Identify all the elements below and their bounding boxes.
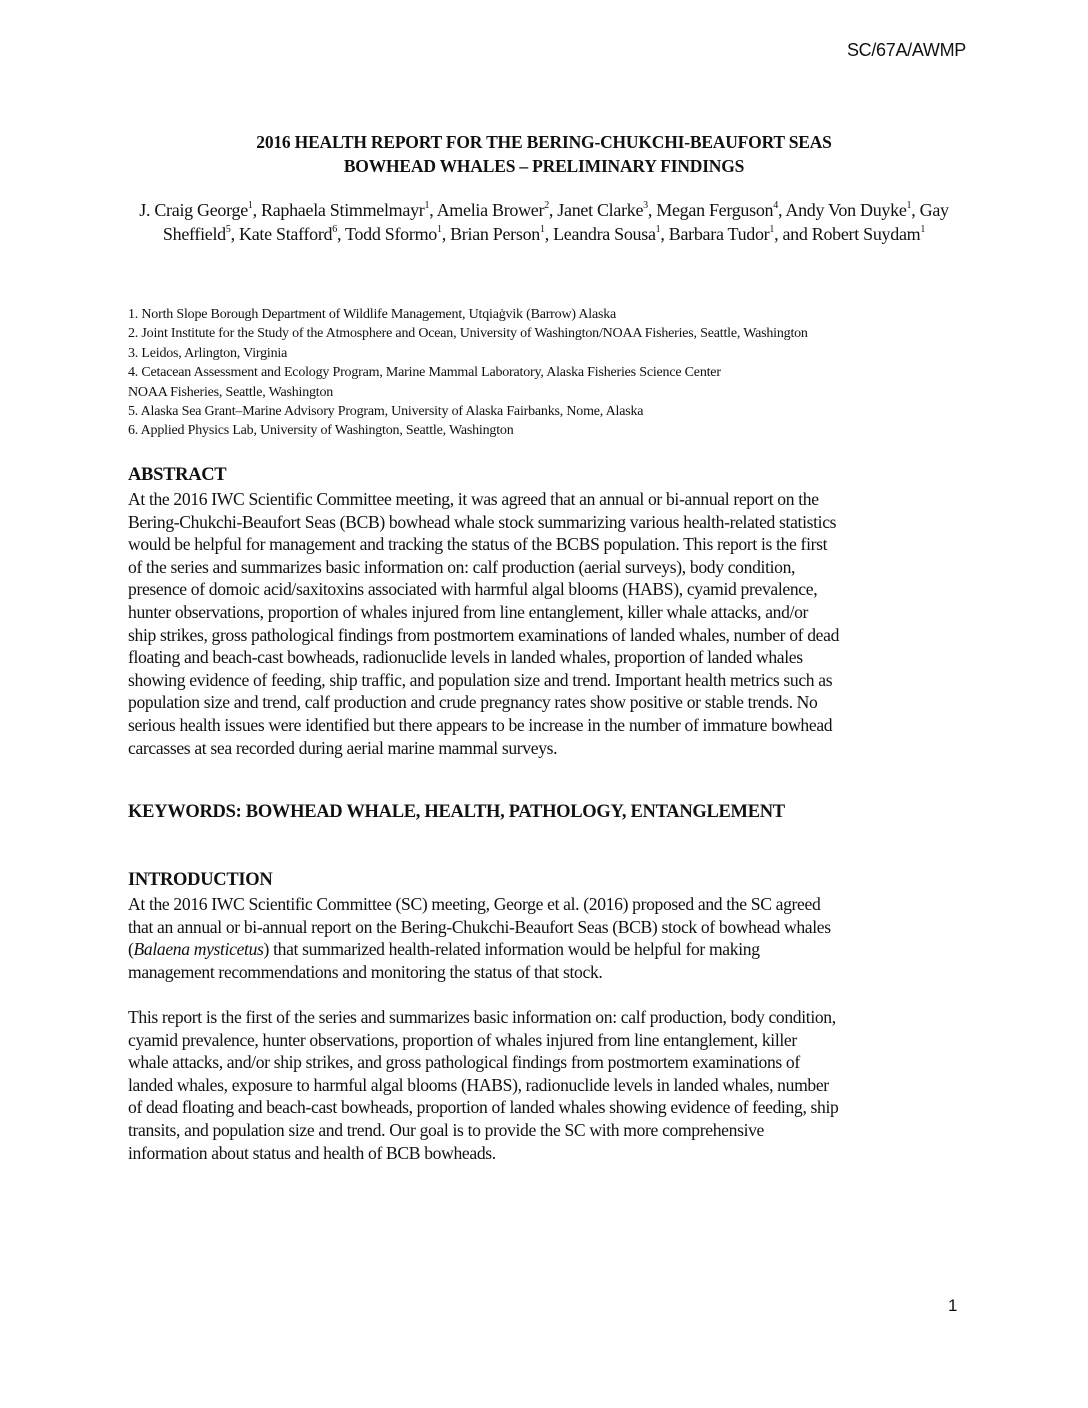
text-line: population size and trend, calf production and crude pregnancy rates show positive or stable trends. No xyxy=(128,692,818,713)
text-line: cyamid prevalence, hunter observations, proportion of whales injured from line entanglement, killer xyxy=(128,1029,797,1050)
author-affiliation-mark: 1 xyxy=(906,200,912,211)
text-line xyxy=(128,938,962,961)
author-line xyxy=(128,198,960,246)
author-name: Raphaela Stimmelmayr xyxy=(261,200,425,220)
abstract-heading: ABSTRACT xyxy=(128,465,227,485)
separator: , xyxy=(548,200,558,220)
author-name: Leandra Sousa xyxy=(553,224,656,244)
text-line: At the 2016 IWC Scientific Committee meeting, it was agreed that an annual or bi-annual report on the xyxy=(128,489,819,509)
separator: , xyxy=(777,200,786,220)
author-affiliation-mark: 3 xyxy=(643,200,648,211)
paper-title xyxy=(0,130,1088,178)
paren: ( xyxy=(128,939,134,960)
text-line: At the 2016 IWC Scientific Committee (SC) meeting, George et al. (2016) proposed and the SC agreed xyxy=(128,894,821,914)
author-affiliation-mark: 2 xyxy=(544,200,549,211)
affiliation-item: 1. North Slope Borough Department of Wildlife Management, Utqiaġvik (Barrow) Alaska xyxy=(128,307,617,322)
text-line: carcasses at sea recorded during aerial marine mammal surveys. xyxy=(128,737,558,758)
author-affiliation-mark: 1 xyxy=(424,200,430,211)
author-list xyxy=(128,198,960,246)
separator: , xyxy=(911,200,920,220)
abstract-body xyxy=(128,488,962,759)
text-line: of the series and summarizes basic information on: calf production (aerial surveys), body condition, xyxy=(128,556,796,577)
author-affiliation-mark: 1 xyxy=(247,200,253,211)
introduction-paragraph-2 xyxy=(128,1006,962,1164)
author-affiliation-mark: 1 xyxy=(920,224,926,235)
text-fragment: ) that summarized health-related information would be helpful for making xyxy=(263,939,760,960)
author-name: Barbara Tudor xyxy=(668,224,770,244)
author-affiliation-mark: 6 xyxy=(332,224,337,235)
author-name: Kate Stafford xyxy=(239,224,333,244)
author-name: Brian Person xyxy=(450,224,540,244)
text-line: floating and beach-cast bowheads, radionuclide levels in landed whales, proportion of landed whales xyxy=(128,647,803,668)
introduction-paragraph-1 xyxy=(128,893,962,983)
separator: , xyxy=(336,224,346,244)
separator: , xyxy=(774,224,779,244)
text-line: This report is the first of the series and summarizes basic information on: calf production, body condition, xyxy=(128,1007,836,1027)
author-name: J. Craig George xyxy=(139,200,248,220)
separator: , xyxy=(230,224,239,244)
text-line: hunter observations, proportion of whales injured from line entanglement, killer whale attacks, and/or xyxy=(128,601,809,622)
text-line: showing evidence of feeding, ship traffic, and population size and trend. Important health metrics such as xyxy=(128,669,833,690)
affiliation-item: NOAA Fisheries, Seattle, Washington xyxy=(128,384,334,400)
affiliation-item: 6. Applied Physics Lab, University of Washington, Seattle, Washington xyxy=(128,423,514,439)
author-affiliation-mark: 4 xyxy=(773,200,778,211)
affiliation-item: 5. Alaska Sea Grant–Marine Advisory Program, University of Alaska Fairbanks, Nome, Alaska xyxy=(128,404,644,420)
author-name: Megan Ferguson xyxy=(656,200,774,220)
page-number: 1 xyxy=(948,1296,958,1315)
text-line: information about status and health of BCB bowheads. xyxy=(128,1142,496,1163)
text-line: serious health issues were identified but there appears to be increase in the number of immature bowhead xyxy=(128,714,833,735)
document-id: SC/67A/AWMP xyxy=(846,40,966,60)
separator: , xyxy=(252,200,262,220)
author-name: Todd Sformo xyxy=(345,224,437,244)
text-line: presence of domoic acid/saxitoxins associated with harmful algal blooms (HABS), cyamid prevalence, xyxy=(128,579,818,600)
author-name: Gay Sheffield xyxy=(162,200,949,244)
separator: , xyxy=(441,224,451,244)
author-affiliation-mark: 1 xyxy=(436,224,442,235)
author-name: and Robert Suydam xyxy=(782,224,921,244)
separator: , xyxy=(647,200,657,220)
text-line: of dead floating and beach-cast bowheads, proportion of landed whales showing evidence of feeding, ship xyxy=(128,1097,839,1118)
separator: , xyxy=(544,224,554,244)
species-name: Balaena mysticetus xyxy=(133,939,264,960)
author-name: Amelia Brower xyxy=(436,200,545,220)
text-line: would be helpful for management and tracking the status of the BCBS population. This report is the first xyxy=(128,534,828,555)
author-name: Andy Von Duyke xyxy=(785,200,907,220)
title-line: 2016 HEALTH REPORT FOR THE BERING-CHUKCHI-BEAUFORT SEAS xyxy=(256,132,832,152)
author-name: Janet Clarke xyxy=(557,200,644,220)
separator: , xyxy=(429,200,437,220)
affiliation-item: 2. Joint Institute for the Study of the Atmosphere and Ocean, University of Washington/NOAA Fisheries, Seattle, Washington xyxy=(128,326,808,342)
text-line: that an annual or bi-annual report on the Bering-Chukchi-Beaufort Seas (BCB) stock of bowhead whales xyxy=(128,916,831,937)
separator: , xyxy=(660,224,669,244)
affiliation-item: 3. Leidos, Arlington, Virginia xyxy=(128,345,288,361)
text-line: management recommendations and monitoring the status of that stock. xyxy=(128,961,603,982)
text-line: landed whales, exposure to harmful algal blooms (HABS), radionuclide levels in landed whales, number xyxy=(128,1074,829,1095)
author-affiliation-mark: 1 xyxy=(539,224,545,235)
author-affiliation-mark: 1 xyxy=(655,224,661,235)
author-affiliation-mark: 1 xyxy=(769,224,775,235)
author-affiliation-mark: 5 xyxy=(225,224,231,235)
title-line: BOWHEAD WHALES – PRELIMINARY FINDINGS xyxy=(343,156,745,176)
affiliation-item: 4. Cetacean Assessment and Ecology Program, Marine Mammal Laboratory, Alaska Fisheries Science Center xyxy=(128,365,721,381)
text-line: ship strikes, gross pathological findings from postmortem examinations of landed whales, number of dead xyxy=(128,624,840,645)
affiliation-list xyxy=(128,305,968,441)
introduction-heading: INTRODUCTION xyxy=(128,870,273,890)
keywords: KEYWORDS: BOWHEAD WHALE, HEALTH, PATHOLOGY, ENTANGLEMENT xyxy=(128,802,785,822)
text-line: Bering-Chukchi-Beaufort Seas (BCB) bowhead whale stock summarizing various health-related statistics xyxy=(128,511,837,532)
text-line: transits, and population size and trend. Our goal is to provide the SC with more comprehensive xyxy=(128,1119,765,1140)
text-line: whale attacks, and/or ship strikes, and gross pathological findings from postmortem examinations of xyxy=(128,1052,800,1073)
